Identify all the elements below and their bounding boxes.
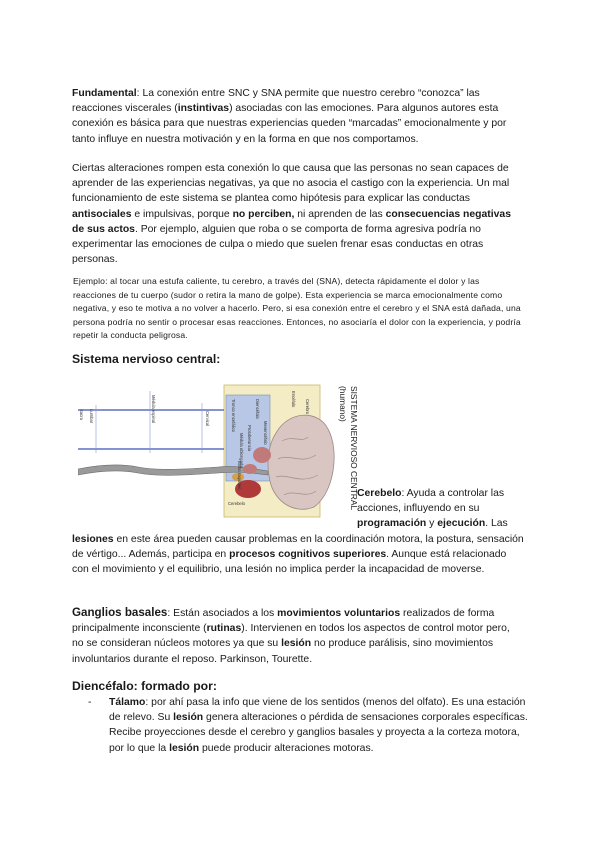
heading-diencefalo: Diencéfalo: formado por:	[72, 679, 217, 693]
example-paragraph: Ejemplo: al tocar una estufa caliente, tu cerebro, a través del (SNA), detecta rápidamente el dolor y las reacciones de tu cuerpo (sudor o retira la mano de golpe). Esta experiencia se marca emocionalmente como negativa, y eso te motiva a no volver a hacerlo. Pero, si esa conexión entre el cerebro y el SNA está dañada, una persona podría no sentir o procesar esas reacciones. Entonces, no asociaría el dolor con la experiencia, y podría repetir la conducta peligrosa.	[73, 276, 521, 341]
label-cerebelo: Cerebelo	[228, 501, 245, 506]
label-bulbo: Médula oblongada	[239, 433, 244, 468]
diencephalon	[253, 447, 271, 463]
label-sacra: Sacra	[79, 409, 84, 420]
brainstem-node	[243, 464, 257, 474]
label-protuberancia: Protuberancia	[247, 425, 252, 452]
label-cerebro: Cerebro	[305, 399, 310, 415]
side-label-subtitle: (humano)	[338, 386, 348, 422]
side-label-title: SISTEMA NERVIOSO CENTRAL	[349, 386, 359, 511]
label-mesencefalo: Mesencéfalo	[263, 421, 268, 445]
cerebelo-caption: Cerebelo: Ayuda a controlar las acciones, influyendo en su programación y ejecución. Las	[357, 488, 508, 530]
label-bulbo-raquideo: Bulbo raquídeo	[237, 461, 242, 490]
paragraph-fundamental: Fundamental: La conexión entre SNC y SNA permite que nuestro cerebro “conozca” las reacciones viscerales (instintivas) asociadas con las emociones. Para algunos autores esta conexión es básica para que nuestras experiencias queden “marcadas” emocionalmente y por tanto influye en nuestra motivación y en la forma en que nos comportamos.	[72, 88, 507, 145]
label-tronco: Tronco encefálico	[231, 399, 236, 432]
paragraph-ganglios-basales: Ganglios basales: Están asociados a los movimientos voluntarios realizados de forma principalmente inconsciente (rutinas). Intervienen en todos los aspectos de control motor pero, no se consideran núcleos motores ya que su lesión no produce parálisis, sino movimientos involuntarios durante el reposo. Parkinson, Tourette.	[72, 606, 510, 665]
talamo-text: Tálamo: por ahí pasa la info que viene de los sentidos (menos del olfato). Es una estación de relevo. Su lesión genera alteraciones o pérdida de sensaciones corporales específicas. Recibe proyecciones desde el cerebro y ganglios basales y proyecta a la corteza motora, por lo que la lesión puede producir alteraciones motoras.	[109, 697, 528, 754]
cns-diagram	[78, 381, 358, 521]
list-item-talamo	[88, 695, 528, 756]
label-cervical: Cervical	[205, 411, 210, 427]
term-fundamental: Fundamental	[72, 88, 137, 99]
label-diencefalo: Diencéfalo	[255, 399, 260, 419]
bullet-dash: -	[88, 697, 92, 708]
brain-cerebrum	[268, 415, 334, 509]
label-medula: Médula espinal	[151, 395, 156, 424]
paragraph-alteraciones: Ciertas alteraciones rompen esta conexión lo que causa que las personas no sean capaces de aprender de las experiencias negativas, ya que no asocia el castigo con la experiencia. Un mal funcionamiento de este sistema se plantea como hipótesis para explicar las conductas antisociales e impulsivas, porque no perciben, ni aprenden de las consecuencias negativas de sus actos. Por ejemplo, alguien que roba o se comporta de forma agresiva podría no experimentar las emociones de culpa o miedo que suelen frenar esas conductas en otras personas.	[72, 163, 511, 266]
label-lumbar: Lumbar	[89, 409, 94, 424]
label-encefalo: Encéfalo	[291, 391, 296, 408]
heading-sistema-nervioso-central: Sistema nervioso central:	[72, 352, 221, 366]
diagram-side-label	[337, 386, 359, 510]
paragraph-lesiones: lesiones en este área pueden causar problemas en la coordinación motora, la postura, sensación de vértigo... Además, participa en procesos cognitivos superiores. Aunque está relacionado con el movimiento y el equilibrio, una lesión no implica perder la incapacidad de moverse.	[72, 534, 524, 576]
